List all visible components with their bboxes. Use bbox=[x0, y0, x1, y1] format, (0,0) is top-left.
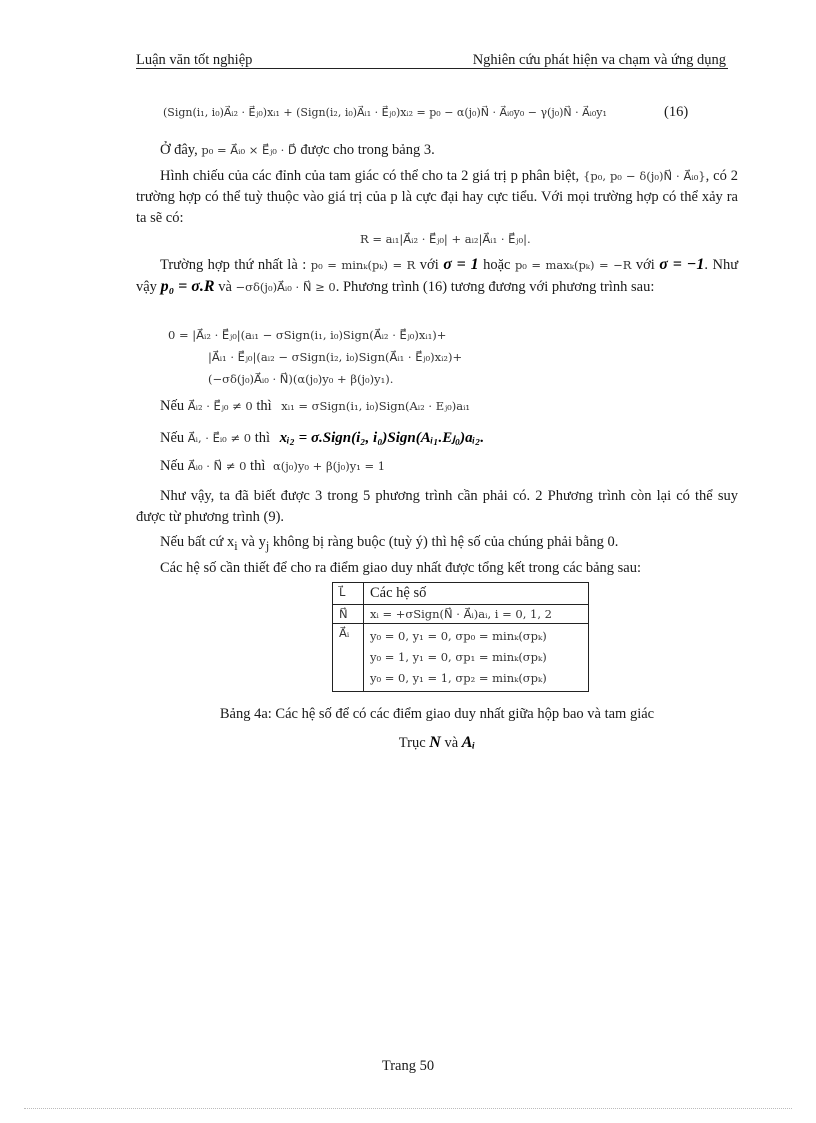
table-row bbox=[333, 624, 589, 692]
condition-2: Nếu A⃗ᵢ, · E⃗ᵢ₀ ≠ 0 thì xᵢ₂ = σ.Sign(i₂, i₀)Sign(Aᵢ₁.Eⱼ₀)aᵢ₂. bbox=[160, 430, 485, 446]
paragraph-table-intro: Các hệ số cần thiết để cho ra điểm giao duy nhất được tổng kết trong các bảng sau: bbox=[160, 560, 641, 576]
table-row-key: A⃗ᵢ bbox=[333, 624, 364, 692]
paragraph-summary: Như vậy, ta đã biết được 3 trong 5 phương trình cần phải có. 2 Phương trình còn lại có thể suy được từ phương trình (9). bbox=[136, 488, 738, 525]
paragraph-projection: Hình chiếu của các đỉnh của tam giác có thể cho ta 2 giá trị p phân biệt, {p₀, p₀ − δ(j₀)N⃗ · A⃗ᵢ₀}, có 2 trường hợp có thể tuỳ thuộc vào giá trị của p là cực đại hay cực tiểu. Với mọi trường hợp có thể xảy ra ta sẽ có: bbox=[136, 168, 739, 226]
table-row bbox=[333, 605, 589, 624]
table-header-axis: L⃗ bbox=[333, 583, 364, 605]
header-right: Nghiên cứu phát hiện va chạm và ứng dụng bbox=[472, 52, 726, 68]
condition-3: Nếu A⃗ᵢ₀ · N⃗ ≠ 0 thì α(j₀)y₀ + β(j₀)y₁ = 1 bbox=[160, 458, 386, 474]
table-cell: xᵢ = +σSign(N⃗ · A⃗ᵢ)aᵢ, i = 0, 1, 2 bbox=[364, 605, 589, 624]
table-caption: Bảng 4a: Các hệ số để có các điểm giao duy nhất giữa hộp bao và tam giác bbox=[219, 706, 655, 722]
page-number: Trang 50 bbox=[381, 1058, 435, 1074]
header-divider bbox=[136, 68, 728, 69]
paragraph-p0: Ở đây, p₀ = A⃗ᵢ₀ × E⃗ⱼ₀ · D⃗ được cho trong bảng 3. bbox=[160, 142, 435, 158]
paragraph-free-variables: Nếu bất cứ $x_i$ và $y_j$ không bị ràng buộc (tuỳ ý) thì hệ số của chúng phải bằng 0. bbox=[160, 534, 619, 553]
coefficient-table bbox=[332, 582, 589, 692]
projection-set: {p₀, p₀ − δ(j₀)N⃗ · A⃗ᵢ₀} bbox=[583, 169, 706, 183]
equation-block-line2: |A⃗ᵢ₁ · E⃗ⱼ₀|(aᵢ₂ − σSign(i₂, i₀)Sign(A⃗ᵢ₁ · E⃗ⱼ₀)xᵢ₂)+ bbox=[208, 350, 463, 364]
equation-16-label: (16) bbox=[664, 104, 689, 120]
condition-1: Nếu A⃗ᵢ₂ · E⃗ⱼ₀ ≠ 0 thì xᵢ₁ = σSign(i₁, i₀)Sign(Aᵢ₂ · Eⱼ₀)aᵢ₁ bbox=[160, 398, 471, 414]
equation-R: R = aᵢ₁|A⃗ᵢ₂ · E⃗ⱼ₀| + aᵢ₂|A⃗ᵢ₁ · E⃗ⱼ₀|. bbox=[360, 232, 531, 246]
header-left: Luận văn tốt nghiệp bbox=[136, 52, 253, 68]
equation-block-line1: 0 = |A⃗ᵢ₂ · E⃗ⱼ₀|(aᵢ₁ − σSign(i₁, i₀)Sign(A⃗ᵢ₂ · E⃗ⱼ₀)xᵢ₁)+ bbox=[168, 328, 447, 342]
table-caption-axes: Trục N và Aᵢ bbox=[398, 734, 476, 751]
page-bottom-divider bbox=[24, 1108, 792, 1109]
equation-block-line3: (−σδ(j₀)A⃗ᵢ₀ · N⃗)(α(j₀)y₀ + β(j₀)y₁). bbox=[208, 372, 394, 386]
p0-formula: p₀ = A⃗ᵢ₀ × E⃗ⱼ₀ · D⃗ bbox=[201, 143, 297, 157]
table-header-row bbox=[333, 583, 589, 605]
table-header-coefficients: Các hệ số bbox=[364, 583, 589, 605]
table-cell: y₀ = 0, y₁ = 0, σp₀ = minₖ(σpₖ) y₀ = 1, y₁ = 0, σp₁ = minₖ(σpₖ) y₀ = 0, y₁ = 1, σp₂ = minₖ(σpₖ) bbox=[364, 624, 589, 692]
paragraph-case1: Trường hợp thứ nhất là : p₀ = minₖ(pₖ) = R với σ = 1 hoặc p₀ = maxₖ(pₖ) = −R với σ = −1. Như vậy p₀ = σ.R và −σδ(j₀)A⃗ᵢ₀ · N⃗ ≥ 0. Phương trình (16) tương đương với phương trình sau: bbox=[136, 256, 739, 295]
table-row-key: N⃗ bbox=[333, 605, 364, 624]
equation-16: (Sign(i₁, i₀)A⃗ᵢ₂ · E⃗ⱼ₀)xᵢ₁ + (Sign(i₂, i₀)A⃗ᵢ₁ · E⃗ⱼ₀)xᵢ₂ = p₀ − α(j₀)N⃗ · A⃗ᵢ₀y₀ − γ(j₀)N⃗ · A⃗ᵢ₀y₁ bbox=[163, 106, 607, 119]
